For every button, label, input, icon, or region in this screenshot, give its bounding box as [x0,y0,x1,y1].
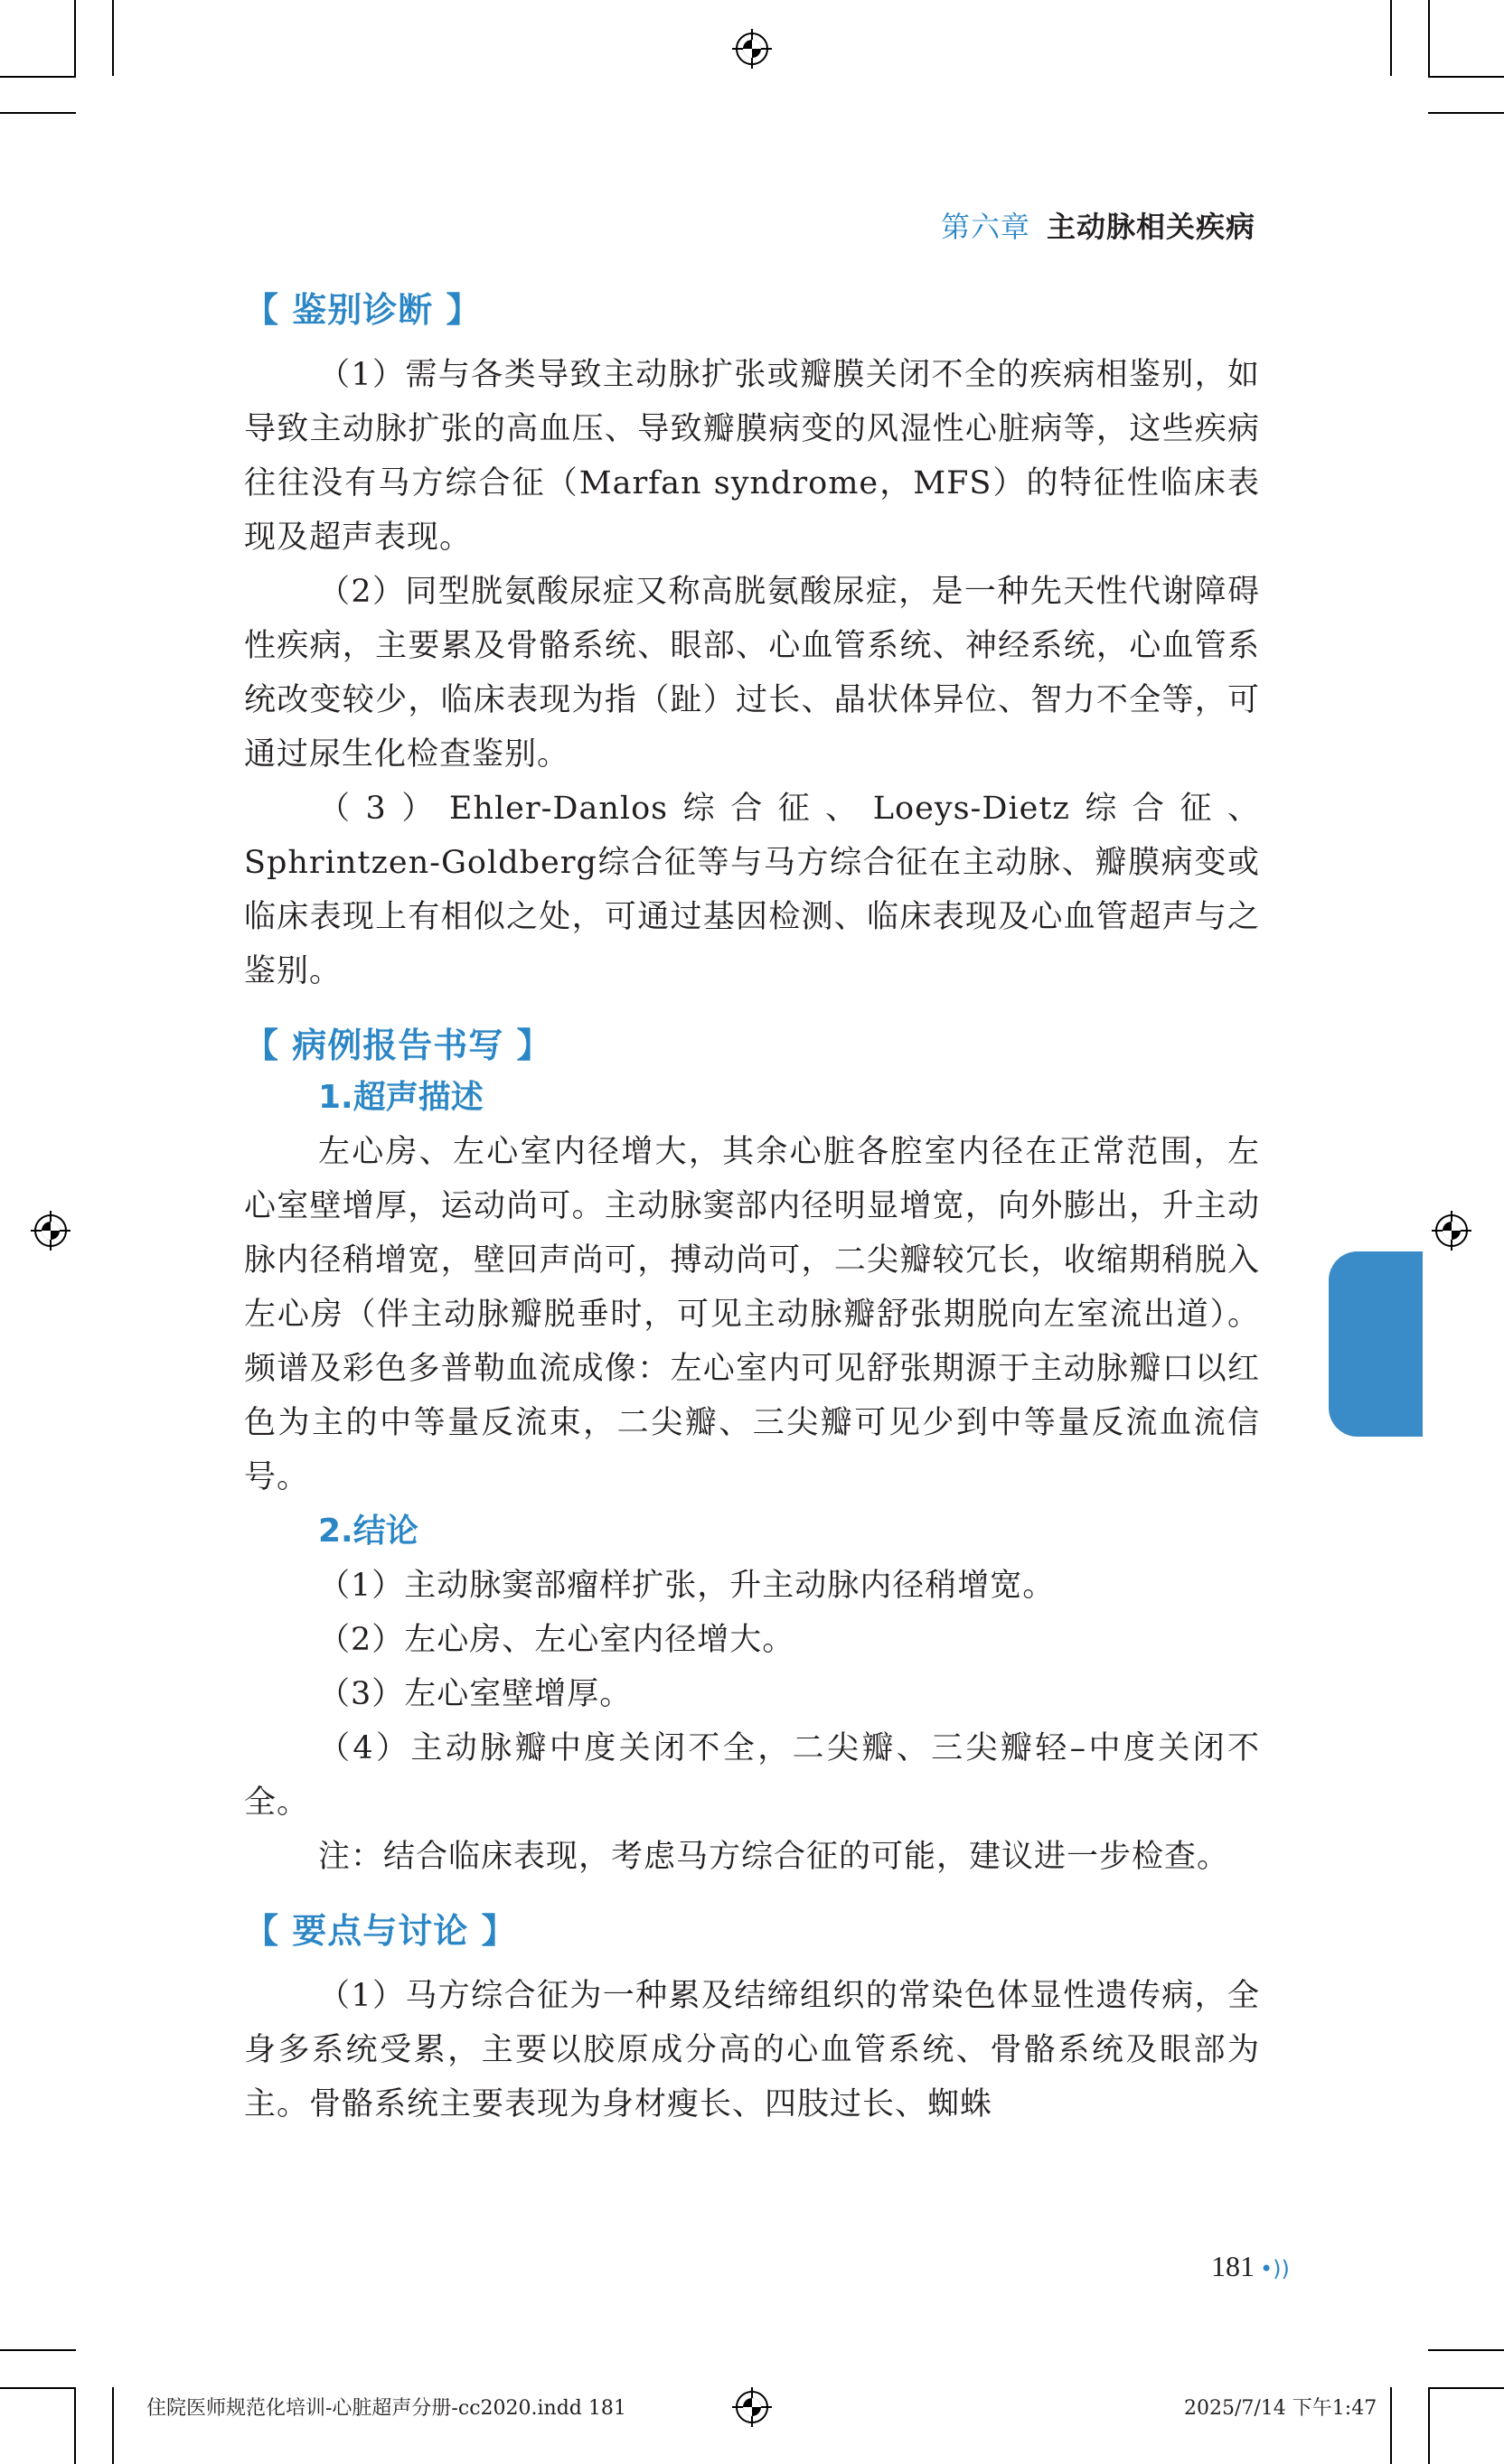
footer-timestamp: 2025/7/14 下午1:47 [1184,2397,1377,2420]
page-number [1211,2250,1290,2283]
crop-mark [74,0,76,76]
footer-filename: 住院医师规范化培训-心脏超声分册-cc2020.indd 181 [146,2397,626,2420]
note-paragraph: 注：结合临床表现，考虑马方综合征的可能，建议进一步检查。 [318,1839,1230,1875]
crop-mark [1428,2387,1430,2464]
section-title-key-points: 【 要点与讨论 】 [244,1911,517,1951]
section-title-case-report: 【 病例报告书写 】 [244,1026,552,1065]
crop-mark [1428,76,1504,78]
crop-mark [112,2387,114,2464]
paragraph: （2）同型胱氨酸尿症又称高胱氨酸尿症，是一种先天性代谢障碍性疾病，主要累及骨骼系统、眼部、心血管系统、神经系统，心血管系统改变较少，临床表现为指（趾）过长、晶状体异位、智力不全等，可通过尿生化检查鉴别。 [244,574,1260,773]
crop-mark [0,2349,76,2351]
registration-mark-icon [31,1211,70,1251]
crop-mark [0,76,76,78]
paragraph: （1）需与各类导致主动脉扩张或瓣膜关闭不全的疾病相鉴别，如导致主动脉扩张的高血压、导致瓣膜病变的风湿性心脏病等，这些疾病往往没有马方综合征（Marfan syndrome，MFS）的特征性临床表现及超声表现。 [244,357,1260,556]
chapter-label: 第六章 [940,210,1030,244]
conclusion-item: （4）主动脉瓣中度关闭不全，二尖瓣、三尖瓣轻–中度关闭不全。 [244,1730,1260,1821]
running-header [941,204,1255,246]
crop-mark [1428,112,1504,114]
chapter-side-tab [1329,1251,1423,1437]
conclusion-item: （2）左心房、左心室内径增大。 [318,1622,795,1658]
subsection-title-conclusion: 2.结论 [318,1513,418,1550]
crop-mark [1428,0,1430,76]
page-number-value: 181 [1211,2250,1255,2282]
subsection-title-ultrasound-description: 1.超声描述 [318,1079,484,1116]
registration-mark-icon [1432,1211,1471,1251]
registration-mark-icon [732,29,772,69]
crop-mark [74,2387,76,2464]
crop-mark [0,112,76,114]
crop-mark [1390,0,1392,76]
conclusion-item: （3）左心室壁增厚。 [318,1676,633,1712]
page-body [244,285,1260,2131]
section-label: 主动脉相关疾病 [1046,210,1255,244]
sound-wave-icon: •)) [1260,2256,1290,2281]
crop-mark [0,2387,76,2389]
paragraph: （1）马方综合征为一种累及结缔组织的常染色体显性遗传病，全身多系统受累，主要以胶原成分高的心血管系统、骨骼系统及眼部为主。骨骼系统主要表现为身材瘦长、四肢过长、蜘蛛 [244,1978,1260,2122]
conclusion-item: （1）主动脉窦部瘤样扩张，升主动脉内径稍增宽。 [318,1568,1056,1604]
section-title-differential-diagnosis: 【 鉴别诊断 】 [244,290,482,330]
paragraph: 左心房、左心室内径增大，其余心脏各腔室内径在正常范围，左心室壁增厚，运动尚可。主动脉窦部内径明显增宽，向外膨出，升主动脉内径稍增宽，壁回声尚可，搏动尚可，二尖瓣较冗长，收缩期稍脱入左心房（伴主动脉瓣脱垂时，可见主动脉瓣舒张期脱向左室流出道）。频谱及彩色多普勒血流成像：左心室内可见舒张期源于主动脉瓣口以红色为主的中等量反流束，二尖瓣、三尖瓣可见少到中等量反流血流信号。 [244,1134,1260,1495]
crop-mark [1390,2387,1392,2464]
crop-mark [1428,2387,1504,2389]
crop-mark [1428,2349,1504,2351]
crop-mark [112,0,114,76]
registration-mark-icon [732,2387,772,2427]
paragraph: （3）Ehler-Danlos综合征、Loeys-Dietz综合征、Sphrintzen-Goldberg综合征等与马方综合征在主动脉、瓣膜病变或临床表现上有相似之处，可通过基因检测、临床表现及心血管超声与之鉴别。 [244,791,1260,989]
